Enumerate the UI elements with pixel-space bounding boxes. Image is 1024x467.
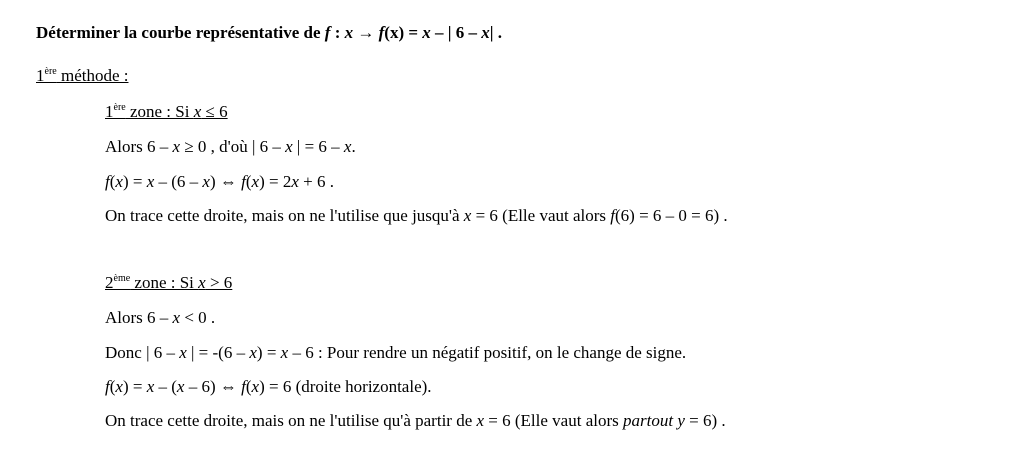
zone1-heading (105, 102, 228, 122)
zone2-line-3 (105, 377, 432, 397)
zone2-line-1 (105, 308, 215, 328)
var-f: f (105, 377, 110, 396)
var-x: x (251, 377, 260, 396)
var-x: x (280, 343, 289, 362)
title-x3: x (481, 23, 490, 42)
title-x: x (344, 23, 354, 42)
title-rest: – | 6 – (430, 23, 482, 42)
title-text: Déterminer la courbe représentative de (36, 23, 325, 42)
text-fragment: Alors 6 – (105, 308, 173, 327)
zone2-cond-x: x (198, 273, 206, 292)
title-fx: f (378, 23, 385, 42)
zone1-number: 1 (105, 102, 114, 121)
text-fragment: < 0 . (180, 308, 216, 327)
zone1-heading-text: zone : Si (125, 102, 194, 121)
var-x: x (115, 172, 123, 191)
text-fragment: ) = 6 (droite horizontale). (259, 377, 432, 396)
zone1-line-3 (105, 206, 728, 226)
zone1-cond-x: x (193, 102, 202, 121)
method-heading (36, 66, 128, 86)
method-sup: ère (44, 66, 57, 77)
title-arrow: → (353, 23, 379, 42)
text-fragment: – (6 – (154, 172, 203, 191)
method-label: méthode : (56, 66, 129, 85)
text-fragment: Donc | 6 – (105, 343, 180, 362)
var-x: x (146, 377, 155, 396)
text-fragment: ( (245, 172, 252, 191)
var-x: x (291, 172, 299, 191)
text-fragment: – ( (154, 377, 177, 396)
zone1-cond-rest: ≤ 6 (201, 102, 228, 121)
var-x: x (115, 377, 123, 396)
var-x: x (172, 308, 181, 327)
var-x: x (176, 377, 185, 396)
zone2-line-4 (105, 411, 726, 431)
title-x2: x (422, 23, 431, 42)
text-fragment: – 6 : Pour rendre un négatif positif, on le change de signe. (288, 343, 687, 362)
text-fragment: ( (109, 377, 116, 396)
var-x: x (202, 172, 210, 191)
title-colon: : (330, 23, 345, 42)
zone2-heading-text: zone : Si (130, 273, 199, 292)
text-fragment: | = 6 – (292, 137, 344, 156)
text-fragment: – 6) ⇔ (184, 377, 242, 396)
var-x: x (476, 411, 485, 430)
text-fragment: ) = (122, 377, 147, 396)
text-fragment: ( (245, 377, 252, 396)
var-x: x (251, 172, 260, 191)
text-fragment: = 6 (Elle vaut alors (471, 206, 611, 225)
zone2-sup: ème (113, 273, 131, 284)
text-fragment: Alors 6 – (105, 137, 173, 156)
var-x: x (249, 343, 257, 362)
text-fragment: ) = 2 (259, 172, 292, 191)
var-f: f (105, 172, 110, 191)
zone2-number: 2 (105, 273, 114, 292)
var-f: f (241, 172, 246, 191)
text-fragment: | = -(6 – (186, 343, 250, 362)
var-f: f (610, 206, 616, 225)
text-fragment: + 6 . (298, 172, 334, 191)
text-fragment: ) ⇔ (209, 172, 242, 191)
text-fragment: . (351, 137, 356, 156)
method-number: 1 (36, 66, 45, 85)
var-x: x (172, 137, 181, 156)
text-fragment: ( (109, 172, 116, 191)
var-x: x (463, 206, 472, 225)
var-x: x (179, 343, 187, 362)
text-fragment: = 6 (Elle vaut alors (484, 411, 623, 430)
emphasis-partout: partout (623, 411, 674, 430)
text-fragment: ) = (122, 172, 147, 191)
text-fragment: ) = (256, 343, 281, 362)
text-fragment: (6) = 6 – 0 = 6) . (615, 206, 728, 225)
zone2-heading (105, 273, 232, 293)
var-x: x (285, 137, 293, 156)
zone1-sup: ère (113, 102, 126, 113)
text-fragment: = 6) . (684, 411, 726, 430)
zone1-line-2 (105, 172, 334, 192)
zone2-line-2 (105, 343, 686, 363)
zone2-cond-rest: > 6 (205, 273, 233, 292)
title-f: f (324, 23, 331, 42)
title-end: | . (489, 23, 503, 42)
var-y: y (677, 411, 685, 430)
text-fragment: On trace cette droite, mais on ne l'utilise que jusqu'à (105, 206, 464, 225)
zone1-line-1 (105, 137, 356, 157)
var-f: f (241, 377, 246, 396)
text-fragment: On trace cette droite, mais on ne l'utilise qu'à partir de (105, 411, 477, 430)
text-fragment: ≥ 0 , d'où | 6 – (180, 137, 286, 156)
title-paren-x: (x) (384, 23, 405, 42)
var-x: x (146, 172, 155, 191)
title-eq: = (404, 23, 423, 42)
var-x: x (343, 137, 352, 156)
document-title (36, 23, 502, 43)
